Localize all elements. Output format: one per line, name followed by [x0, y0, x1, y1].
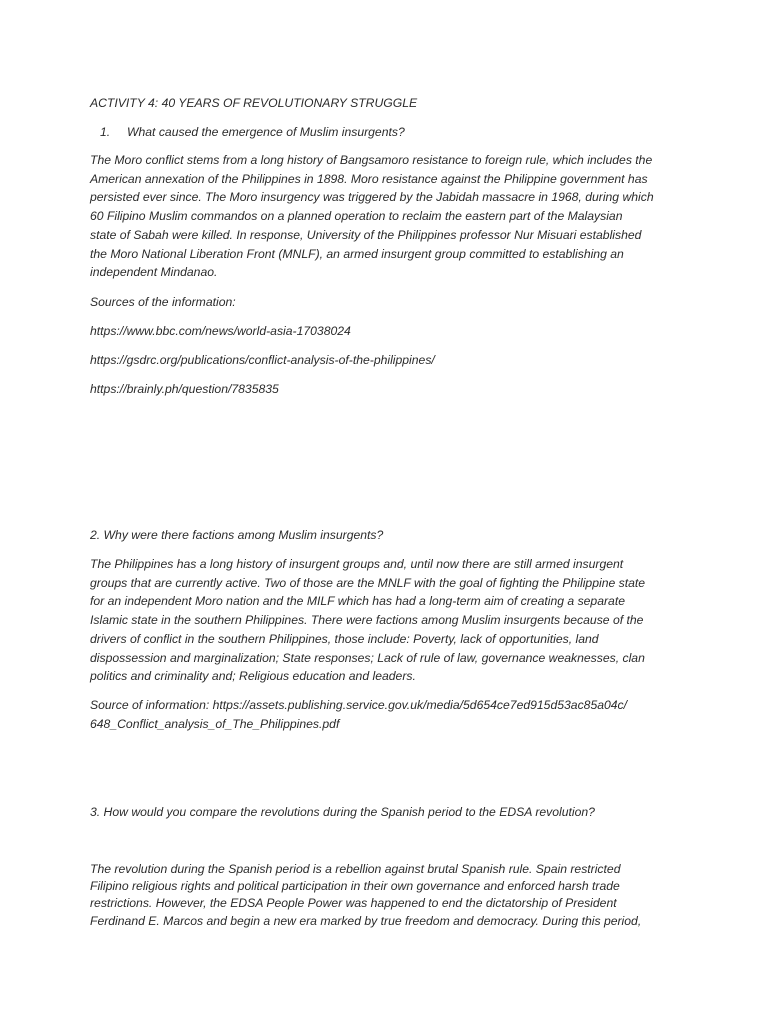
source-2-paragraph	[90, 696, 627, 733]
question-2: 2. Why were there factions among Muslim insurgents?	[90, 528, 384, 542]
answer-3-paragraph	[90, 861, 641, 930]
answer-3-line: The revolution during the Spanish period is a rebellion against brutal Spanish rule. Spain restricted	[90, 862, 621, 876]
answer-3-line: Filipino religious rights and political participation in their own governance and enforced harsh trade	[90, 879, 620, 894]
answer-2-line: drivers of conflict in the southern Philippines, those include: Poverty, lack of opportunities, land	[90, 631, 599, 646]
answer-1-line: The Moro conflict stems from a long history of Bangsamoro resistance to foreign rule, which includes the	[90, 153, 653, 167]
source-link-gsdrc: https://gsdrc.org/publications/conflict-analysis-of-the-philippines/	[90, 353, 435, 367]
source-2-line: Source of information: https://assets.publishing.service.gov.uk/media/5d654ce7ed915d53ac85a04c/	[90, 698, 628, 712]
question-1-text: What caused the emergence of Muslim insurgents?	[127, 125, 405, 139]
answer-1-line: persisted ever since. The Moro insurgency was triggered by the Jabidah massacre in 1968, during which	[90, 190, 654, 205]
answer-2-line: politics and criminality and; Religious education and leaders.	[90, 669, 416, 684]
answer-2-line: groups that are currently active. Two of those are the MNLF with the goal of fighting the Philippine state	[90, 575, 646, 590]
answer-1-line: 60 Filipino Muslim commandos on a planned operation to reclaim the eastern part of the Malaysian	[90, 209, 623, 224]
question-1	[100, 123, 405, 142]
answer-2-line: for an independent Moro nation and the MILF which has had a long-term aim of creating a separate	[90, 594, 625, 609]
answer-1-line: state of Sabah were killed. In response, University of the Philippines professor Nur Misuari established	[90, 227, 642, 242]
question-3: 3. How would you compare the revolutions during the Spanish period to the EDSA revolution?	[90, 805, 595, 819]
answer-2-line: The Philippines has a long history of insurgent groups and, until now there are still armed insurgent	[90, 557, 624, 571]
answer-3-line: restrictions. However, the EDSA People Power was happened to end the dictatorship of President	[90, 896, 617, 911]
answer-1-line: American annexation of the Philippines in 1898. Moro resistance against the Philippine government has	[90, 171, 648, 186]
answer-1-paragraph	[90, 151, 654, 282]
source-link-bbc: https://www.bbc.com/news/world-asia-17038024	[90, 324, 351, 338]
source-link-brainly: https://brainly.ph/question/7835835	[90, 382, 279, 396]
activity-heading	[90, 94, 417, 113]
question-1-number: 1.	[100, 125, 111, 139]
source-2-line: 648_Conflict_analysis_of_The_Philippines.pdf	[90, 716, 340, 731]
answer-1-line: independent Mindanao.	[90, 265, 218, 280]
answer-2-line: dispossession and marginalization; State responses; Lack of rule of law, governance weaknesses, clan	[90, 650, 645, 665]
answer-2-paragraph	[90, 555, 645, 686]
heading-text: ACTIVITY 4: 40 YEARS OF REVOLUTIONARY STRUGGLE	[90, 96, 418, 110]
answer-3-line: Ferdinand E. Marcos and begin a new era marked by true freedom and democracy. During this period,	[90, 913, 642, 928]
answer-2-line: Islamic state in the southern Philippines. There were factions among Muslim insurgents because of the	[90, 613, 644, 628]
answer-1-line: the Moro National Liberation Front (MNLF), an armed insurgent group committed to establishing an	[90, 246, 624, 261]
sources-1-label: Sources of the information:	[90, 295, 236, 309]
